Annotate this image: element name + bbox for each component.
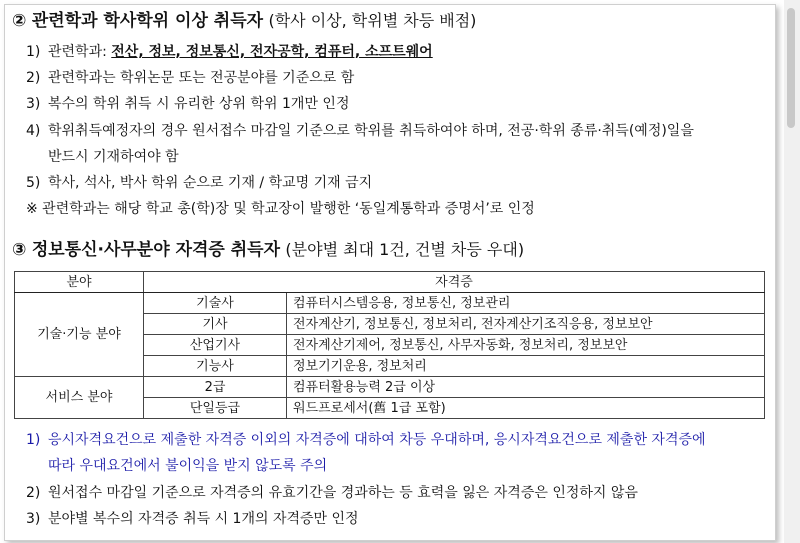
item-text-prefix: 관련학과: bbox=[48, 44, 112, 60]
item-number: 3) bbox=[26, 511, 41, 527]
section2-title: 관련학과 학사학위 이상 취득자 bbox=[31, 11, 264, 31]
section3-heading bbox=[12, 239, 524, 261]
section2-note bbox=[26, 200, 535, 218]
certs-cell: 전자계산기제어, 정보통신, 사무자동화, 정보처리, 정보보안 bbox=[287, 335, 765, 356]
section3-marker: ③ bbox=[12, 240, 27, 260]
item-text: 원서접수 마감일 기준으로 자격증의 유효기간을 경과하는 등 효력을 잃은 자격증은 인정하지 않음 bbox=[48, 485, 638, 501]
table-header-field: 분야 bbox=[15, 272, 144, 293]
item-number: 1) bbox=[26, 44, 41, 60]
table-header-certificate: 자격증 bbox=[144, 272, 765, 293]
section2-item-4-cont bbox=[48, 148, 179, 166]
section3-item-2 bbox=[26, 484, 638, 502]
item-number: 4) bbox=[26, 123, 41, 139]
item-number: 2) bbox=[26, 485, 41, 501]
certificate-table bbox=[14, 271, 765, 419]
item-number: 2) bbox=[26, 70, 41, 86]
item-number: 1) bbox=[26, 432, 41, 448]
grade-cell: 2급 bbox=[144, 377, 287, 398]
scrollbar-thumb[interactable] bbox=[787, 8, 795, 128]
section3-subtitle: (분야별 최대 1건, 건별 차등 우대) bbox=[285, 240, 525, 259]
section2-marker: ② bbox=[12, 11, 27, 31]
item-text: 분야별 복수의 자격증 취득 시 1개의 자격증만 인정 bbox=[48, 511, 359, 527]
item-text: 복수의 학위 취득 시 유리한 상위 학위 1개만 인정 bbox=[48, 96, 350, 112]
grade-cell: 산업기사 bbox=[144, 335, 287, 356]
certs-cell: 정보기기운용, 정보처리 bbox=[287, 356, 765, 377]
certs-cell: 컴퓨터활용능력 2급 이상 bbox=[287, 377, 765, 398]
certs-cell: 워드프로세서(舊 1급 포함) bbox=[287, 398, 765, 419]
related-majors-list: 전산, 정보, 정보통신, 전자공학, 컴퓨터, 소프트웨어 bbox=[111, 44, 433, 60]
item-text: 학사, 석사, 박사 학위 순으로 기재 / 학교명 기재 금지 bbox=[48, 175, 373, 191]
item-text-continued: 반드시 기재하여야 함 bbox=[48, 149, 179, 165]
grade-cell: 기술사 bbox=[144, 293, 287, 314]
section2-item-1 bbox=[26, 43, 433, 61]
table-row bbox=[15, 377, 765, 398]
section2-heading bbox=[12, 10, 476, 32]
section3-item-1-cont bbox=[48, 457, 327, 475]
certs-cell: 전자계산기, 정보통신, 정보처리, 전자계산기조직응용, 정보보안 bbox=[287, 314, 765, 335]
item-text: 응시자격요건으로 제출한 자격증 이외의 자격증에 대하여 차등 우대하며, 응시자격요건으로 제출한 자격증에 bbox=[48, 432, 706, 448]
item-number: 3) bbox=[26, 96, 41, 112]
note-text: ※ 관련학과는 해당 학교 총(학)장 및 학교장이 발행한 ‘동일계통학과 증명서’로 인정 bbox=[26, 201, 535, 217]
section2-item-2 bbox=[26, 69, 354, 87]
certs-cell: 컴퓨터시스템응용, 정보통신, 정보관리 bbox=[287, 293, 765, 314]
section2-item-3 bbox=[26, 95, 349, 113]
section3-title: 정보통신·사무분야 자격증 취득자 bbox=[31, 240, 281, 260]
item-text-continued: 따라 우대요건에서 불이익을 받지 않도록 주의 bbox=[48, 458, 328, 474]
section2-item-5 bbox=[26, 174, 372, 192]
section3-item-3 bbox=[26, 510, 359, 528]
field-cell: 서비스 분야 bbox=[15, 377, 144, 419]
field-cell: 기술·기능 분야 bbox=[15, 293, 144, 377]
item-text: 관련학과는 학위논문 또는 전공분야를 기준으로 함 bbox=[48, 70, 355, 86]
grade-cell: 기사 bbox=[144, 314, 287, 335]
item-number: 5) bbox=[26, 175, 41, 191]
grade-cell: 단일등급 bbox=[144, 398, 287, 419]
table-header-row bbox=[15, 272, 765, 293]
section3-item-1 bbox=[26, 431, 706, 449]
grade-cell: 기능사 bbox=[144, 356, 287, 377]
section2-item-4 bbox=[26, 122, 694, 140]
section2-subtitle: (학사 이상, 학위별 차등 배점) bbox=[268, 11, 477, 30]
item-text: 학위취득예정자의 경우 원서접수 마감일 기준으로 학위를 취득하여야 하며, 전공·학위 종류·취득(예정)일을 bbox=[48, 123, 694, 139]
table-row bbox=[15, 293, 765, 314]
